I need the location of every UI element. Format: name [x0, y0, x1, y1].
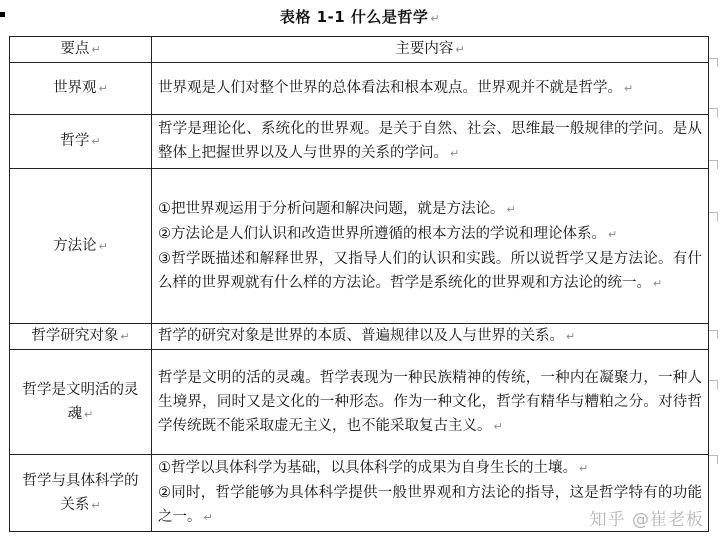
content-cell: [152, 115, 709, 169]
content-paragraph: [158, 456, 702, 481]
point-text: 哲学: [60, 133, 90, 149]
content-cell: [152, 169, 709, 324]
paragraph-mark-icon: ↵: [91, 498, 101, 512]
point-cell: [10, 324, 152, 350]
table-header-row: [10, 37, 709, 63]
point-cell: [10, 115, 152, 169]
paragraph-mark-icon: ↵: [98, 82, 108, 95]
header-point-label: 要点: [60, 41, 90, 57]
paragraph-mark-icon: ↵: [624, 82, 634, 95]
paragraph-mark-icon: ↵: [493, 419, 503, 433]
content-text: 哲学的研究对象是世界的本质、普遍规律以及人与世界的关系。: [158, 328, 564, 344]
table-row: [10, 63, 709, 115]
content-cell: [152, 324, 709, 350]
content-paragraph: [158, 366, 702, 439]
paragraph-mark-icon: ↵: [450, 147, 460, 160]
point-text: 哲学研究对象: [31, 328, 119, 344]
paragraph-mark-icon: ↵: [91, 135, 101, 148]
point-text: 世界观: [53, 80, 97, 96]
content-cell: [152, 63, 709, 115]
table-row: [10, 169, 709, 324]
header-content-label: 主要内容: [395, 41, 454, 57]
content-paragraph: [158, 117, 702, 166]
table-row: [10, 324, 709, 350]
row-end-mark-icon: [709, 212, 718, 221]
content-text: 哲学是理论化、系统化的世界观。是关于自然、社会、思维最一般规律的学问。是从整体上把握世界以及人与世界的关系的学问。: [158, 121, 702, 161]
content-text: 世界观是人们对整个世界的总体看法和根本观点。世界观并不就是哲学。: [158, 80, 622, 96]
content-text: ②方法论是人们认识和改造世界所遵循的根本方法的学说和理论体系。: [158, 225, 606, 242]
header-cell-point: [10, 37, 152, 63]
point-text: 方法论: [53, 237, 97, 254]
content-text: ②同时，哲学能够为具体科学提供一般世界观和方法论的指导，这是哲学特有的功能之一。: [158, 485, 702, 525]
header-cell-content: [152, 37, 709, 63]
paragraph-mark-icon: ↵: [608, 227, 618, 241]
paragraph-mark-icon: ↵: [84, 407, 94, 421]
row-end-mark-icon: [709, 160, 718, 169]
table-caption-text: 表格 1-1 什么是哲学: [279, 8, 429, 26]
content-text: ③哲学既描述和解释世界，又指导人们的认识和实践。所以说哲学又是方法论。有什么样的世界观就有什么样的方法论。哲学是系统化的世界观和方法论的统一。: [158, 250, 702, 291]
content-paragraph: [158, 76, 702, 101]
point-text: 哲学是文明活的灵魂: [22, 381, 139, 422]
paragraph-mark-icon: ↵: [98, 239, 108, 253]
content-text: ①哲学以具体科学为基础，以具体科学的成果为自身生长的土壤。: [158, 460, 577, 476]
row-end-mark-icon: [709, 380, 718, 389]
paragraph-mark-icon: ↵: [120, 330, 130, 343]
table-caption: [0, 6, 720, 27]
content-paragraph: [158, 247, 702, 296]
point-cell: [10, 455, 152, 532]
row-end-mark-icon: [709, 330, 718, 339]
paragraph-mark-icon: ↵: [203, 511, 213, 524]
row-end-mark-icon: [709, 455, 718, 464]
table-row: [10, 115, 709, 169]
content-paragraph: [158, 222, 702, 247]
paragraph-mark-icon: ↵: [455, 43, 465, 56]
content-paragraph: [158, 197, 702, 222]
paragraph-mark-icon: ↵: [430, 12, 441, 25]
paragraph-mark-icon: ↵: [579, 462, 589, 475]
paragraph-mark-icon: ↵: [566, 330, 576, 343]
row-end-mark-icon: [709, 108, 718, 117]
table-row: [10, 350, 709, 455]
paragraph-mark-icon: ↵: [91, 43, 101, 56]
point-text: 哲学与具体科学的关系: [22, 472, 139, 513]
point-cell: [10, 350, 152, 455]
content-cell: [152, 350, 709, 455]
point-cell: [10, 169, 152, 324]
paragraph-mark-icon: ↵: [506, 202, 516, 216]
content-text: 哲学是文明的活的灵魂。哲学表现为一种民族精神的传统，一种内在凝聚力，一种人生境界，同时又是文化的一种形态。作为一种文化，哲学有精华与糟粕之分。对待哲学传统既不能采取虚无主义，也不能采取复古主义。: [158, 369, 702, 434]
paragraph-mark-icon: ↵: [653, 276, 663, 290]
row-end-mark-icon: [709, 58, 718, 67]
philosophy-table: [9, 36, 709, 532]
content-paragraph: [158, 324, 702, 349]
content-text: ①把世界观运用于分析问题和解决问题，就是方法论。: [158, 200, 505, 217]
zhihu-watermark: 知乎 @崔老板: [589, 510, 704, 530]
point-cell: [10, 63, 152, 115]
